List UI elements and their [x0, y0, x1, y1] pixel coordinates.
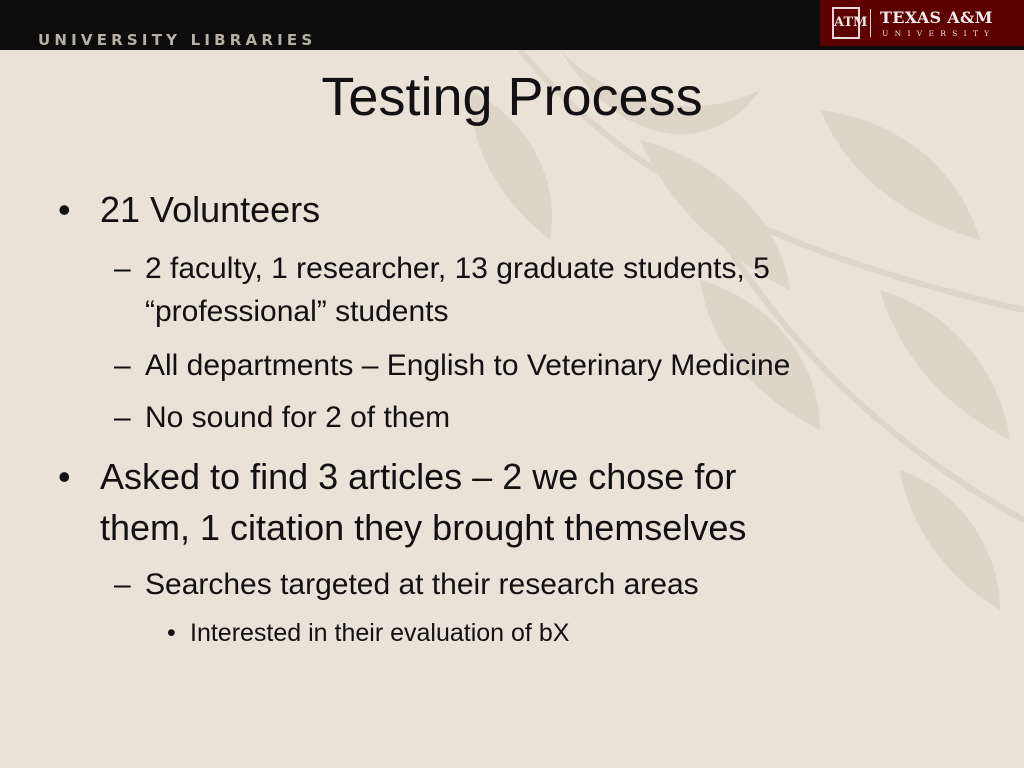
- bullet-marker: •: [58, 189, 71, 230]
- sub-sub-bullet-text: Interested in their evaluation of bX: [190, 619, 570, 647]
- sub-bullet-text: No sound for 2 of them: [145, 401, 451, 434]
- bullet-text: Asked to find 3 articles – 2 we chose for: [100, 456, 737, 497]
- bullet-marker: •: [58, 456, 71, 497]
- bullet-text: them, 1 citation they brought themselves: [100, 507, 747, 548]
- sub-bullet-text: “professional” students: [145, 295, 449, 328]
- atm-monogram-icon: ATM: [832, 7, 860, 39]
- slide-title: Testing Process: [321, 67, 703, 127]
- sub-bullet-text: All departments – English to Veterinary Medicine: [145, 349, 791, 382]
- bullet-marker: •: [167, 619, 176, 647]
- dash-marker: –: [114, 568, 131, 601]
- university-libraries-label: UNIVERSITY LIBRARIES: [38, 31, 317, 49]
- logo-name: TEXAS A&M: [880, 8, 993, 27]
- logo-subtitle: UNIVERSITY: [882, 29, 996, 38]
- sub-bullet-text: Searches targeted at their research areas: [145, 568, 699, 601]
- dash-marker: –: [114, 349, 131, 382]
- dash-marker: –: [114, 252, 131, 285]
- sub-bullet-text: 2 faculty, 1 researcher, 13 graduate students, 5: [145, 252, 770, 285]
- dash-marker: –: [114, 401, 131, 434]
- bullet-text: 21 Volunteers: [100, 189, 321, 230]
